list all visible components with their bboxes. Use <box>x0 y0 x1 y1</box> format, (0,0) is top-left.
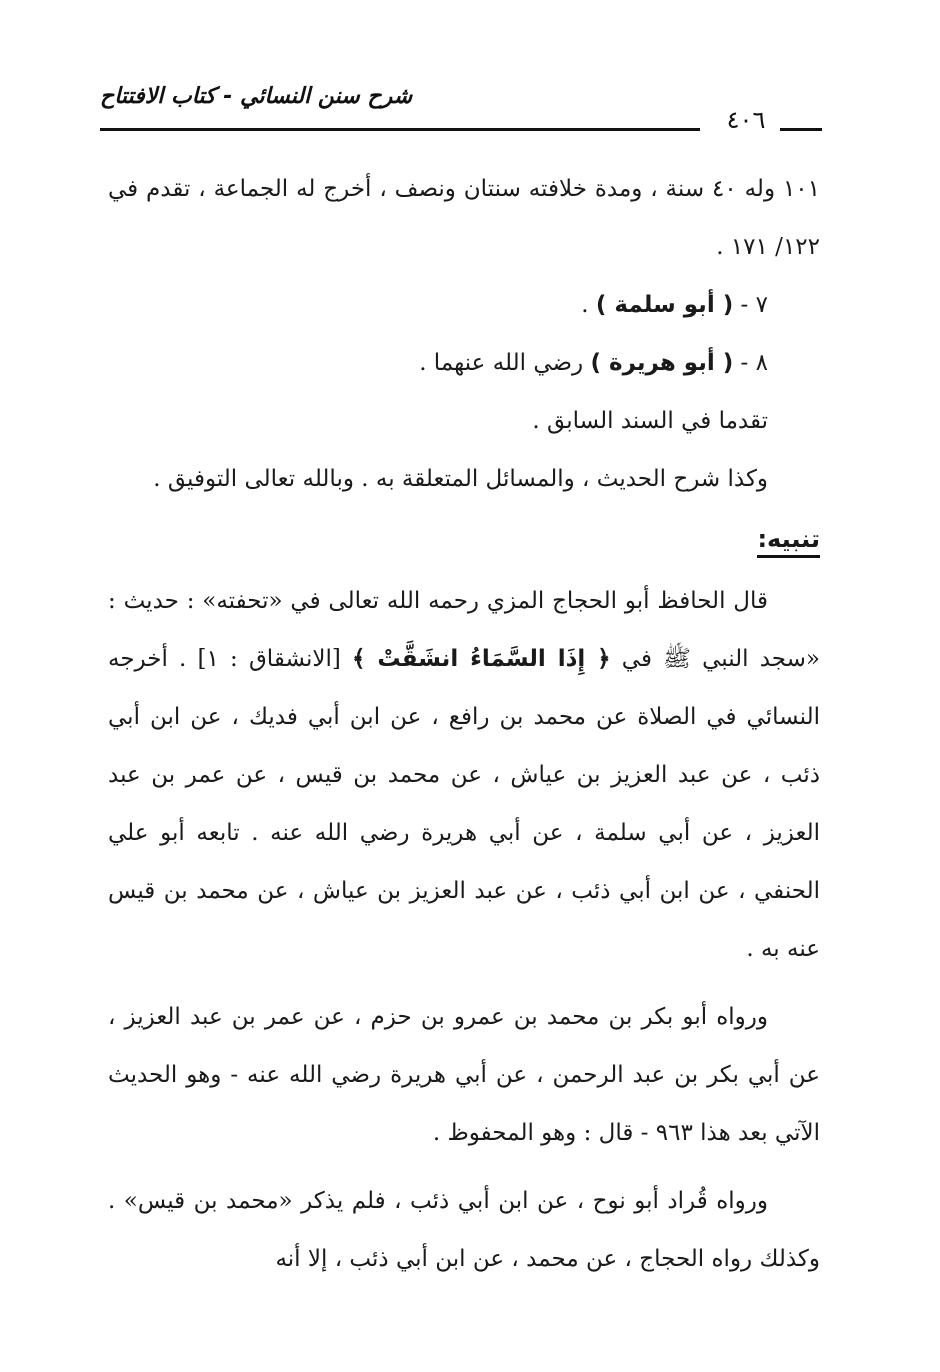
narrator-item-7 <box>108 276 820 334</box>
paragraph-tqaddama: تقدما في السند السابق . <box>532 408 768 434</box>
notice-paragraph-1 <box>108 572 820 978</box>
page-body <box>108 160 820 1288</box>
narrator-name: ( أبو سلمة ) <box>595 292 734 318</box>
notice-heading-text: تنبيه: <box>757 525 820 558</box>
narrator-item-8 <box>108 334 820 392</box>
notice-text-b: [الانشقاق : ١] . أخرجه النسائي في الصلاة عن محمد بن رافع ، عن ابن أبي فديك ، عن ابن أبي ذئب ، عن عبد العزيز بن عياش ، عن محمد بن قيس ، عن عمر بن عبد العزيز ، عن أبي سلمة ، عن أبي هريرة رضي الله عنه . تابعه أبو علي الحنفي ، عن ابن أبي ذئب ، عن عبد العزيز بن عياش ، عن محمد بن قيس عنه به . <box>108 646 820 962</box>
paragraph-continuation: ١٠١ وله ٤٠ سنة ، ومدة خلافته سنتان ونصف ، أخرج له الجماعة ، تقدم في ١٢٢/ ١٧١ . <box>108 176 820 260</box>
narrator-name: ( أبو هريرة ) <box>590 350 734 376</box>
notice-paragraph-3: ورواه قُراد أبو نوح ، عن ابن أبي ذئب ، فلم يذكر «محمد بن قيس» . وكذلك رواه الحجاج ، عن محمد ، عن ابن أبي ذئب ، إلا أنه <box>108 1188 820 1272</box>
item-number: ٧ - <box>740 292 768 318</box>
notice-text-a: قال الحافظ أبو الحجاج المزي رحمه الله تعالى في «تحفته» : حديث : «سجد النبي ﷺ في <box>108 588 820 672</box>
page-number-rule <box>780 128 822 131</box>
notice-paragraph-2: ورواه أبو بكر بن محمد بن عمرو بن حزم ، عن عمر بن عبد العزيز ، عن أبي بكر بن عبد الرحمن ، عن أبي هريرة رضي الله عنه - وهو الحديث الآتي بعد هذا ٩٦٣ - قال : وهو المحفوظ . <box>108 1004 820 1146</box>
page-number: ٤٠٦ <box>726 106 766 134</box>
item-rest: . <box>581 292 596 318</box>
item-number: ٨ - <box>740 350 768 376</box>
quran-verse: ﴿ إِذَا السَّمَاءُ انشَقَّتْ ﴾ <box>352 646 611 672</box>
notice-heading <box>108 510 820 568</box>
running-header-title: شرح سنن النسائي - كتاب الافتتاح <box>100 84 413 109</box>
item-rest: رضي الله عنهما . <box>419 350 591 376</box>
header-rule <box>100 128 700 131</box>
paragraph-closing: وكذا شرح الحديث ، والمسائل المتعلقة به . وبالله تعالى التوفيق . <box>153 466 768 492</box>
